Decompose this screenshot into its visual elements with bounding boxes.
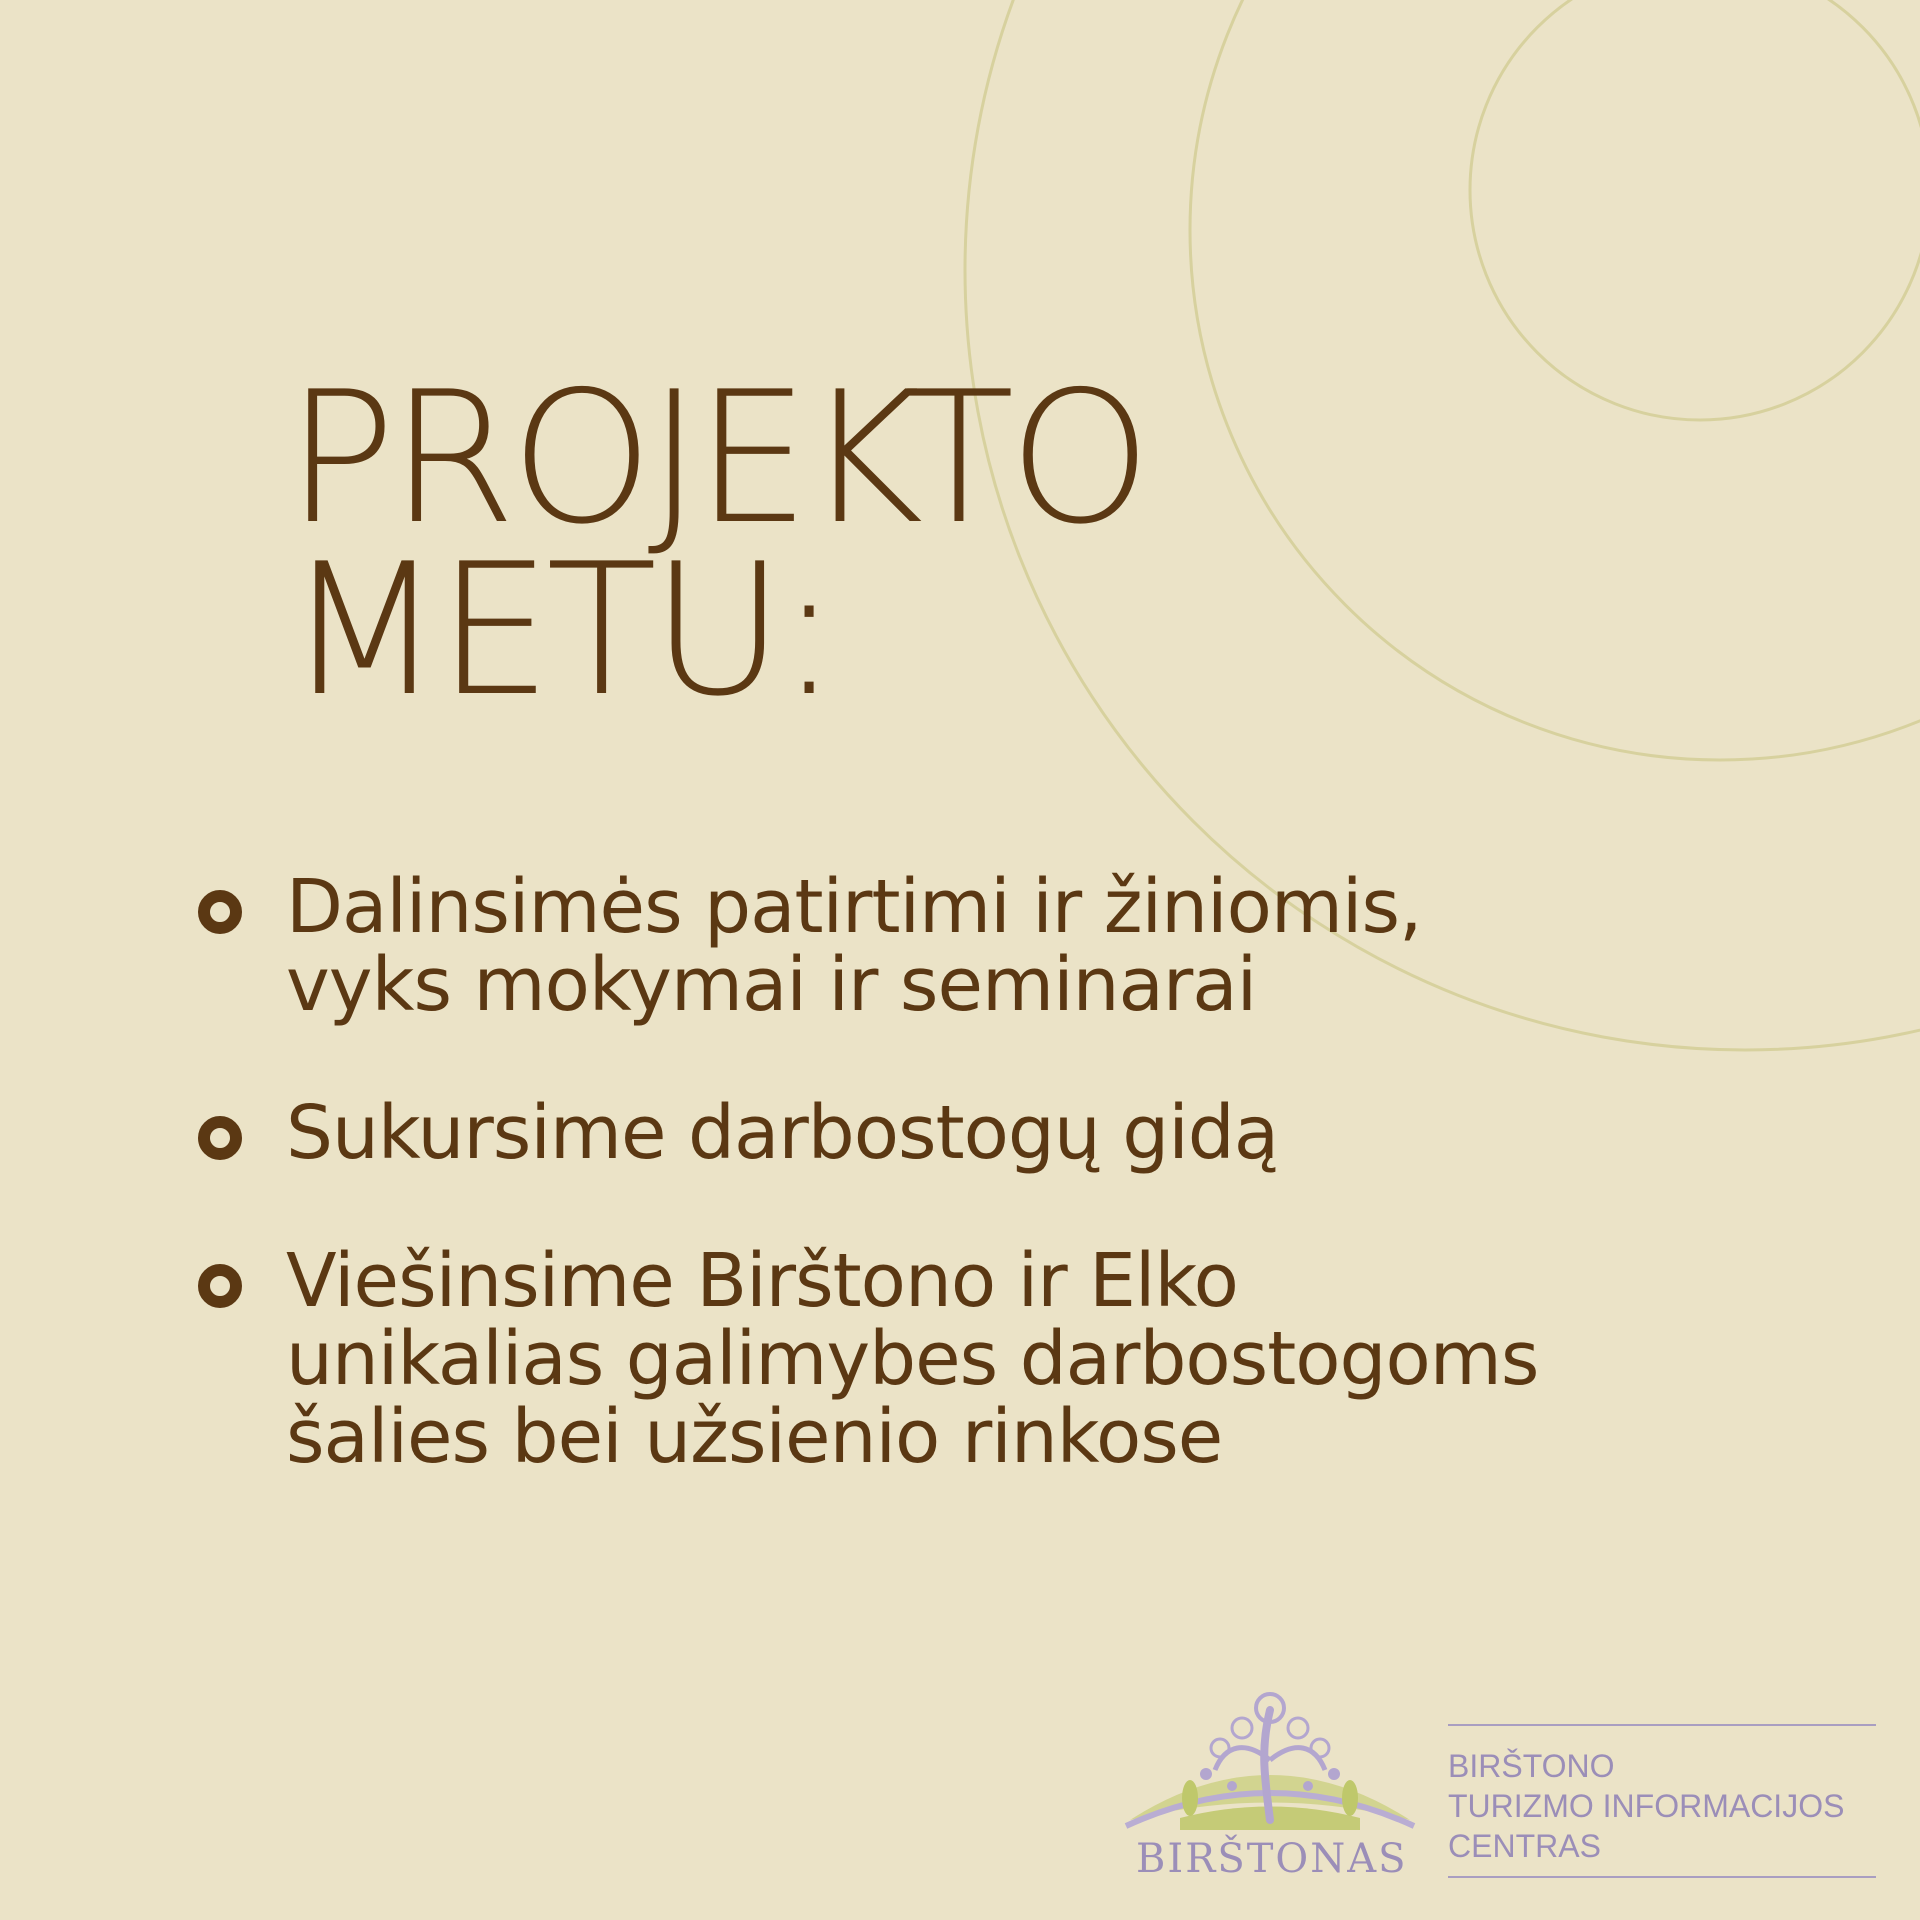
org-line-3: CENTRAS [1448,1828,1601,1864]
bullet-text-line: šalies bei užsienio rinkose [286,1394,1223,1480]
list-item [196,1238,1539,1480]
bullet-ring-icon [198,1264,242,1308]
list-item [196,864,1538,1028]
org-line-2: TURIZMO INFORMACIJOS [1448,1788,1845,1824]
list-item [196,1090,1538,1176]
org-line-1: BIRŠTONO [1448,1748,1615,1784]
title-line-2: METU: [286,524,834,736]
arc-inner [1470,0,1920,420]
title-line-1: PROJEKTO [286,352,1146,564]
bullet-text-line: Dalinsimės patirtimi ir žiniomis, [286,864,1422,950]
page-title [286,352,1146,736]
arc-middle [1190,0,1920,760]
logo-wordmark: BIRŠTONAS [1136,1836,1408,1882]
bullet-list [196,864,1539,1480]
bullet-ring-icon [198,890,242,934]
bullet-text-line: Sukursime darbostogų gidą [286,1090,1279,1176]
bullet-text-line: unikalias galimybes darbostogoms [286,1316,1539,1402]
bullet-text-line: Viešinsime Birštono ir Elko [286,1238,1238,1324]
bullet-text-line: vyks mokymai ir seminarai [286,942,1257,1028]
bullet-ring-icon [198,1116,242,1160]
organization-name [1448,1724,1876,1878]
